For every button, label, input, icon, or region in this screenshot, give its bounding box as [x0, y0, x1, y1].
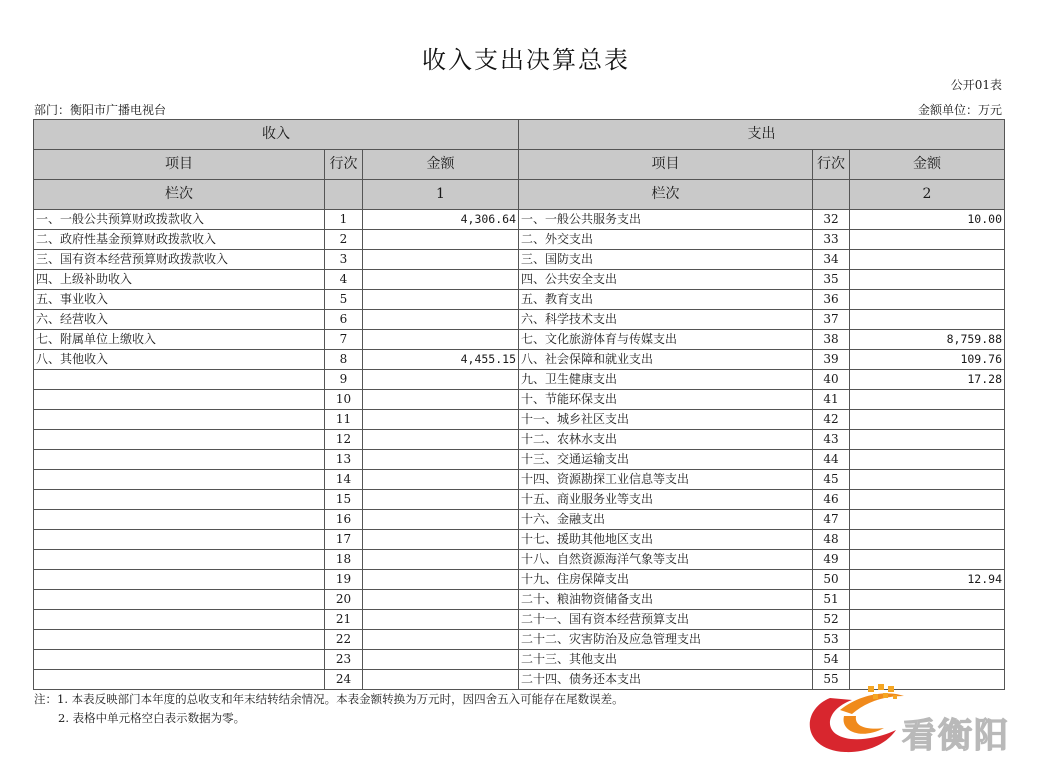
income-rowno-cell: 16 — [325, 510, 363, 530]
income-item-cell — [34, 650, 325, 670]
income-rowno-cell: 22 — [325, 630, 363, 650]
expense-item-cell: 二十二、灾害防治及应急管理支出 — [519, 630, 813, 650]
expense-column-index: 2 — [850, 180, 1005, 210]
income-item-cell — [34, 470, 325, 490]
expense-item-cell: 二十三、其他支出 — [519, 650, 813, 670]
income-rowno-cell: 10 — [325, 390, 363, 410]
income-rowno-cell: 6 — [325, 310, 363, 330]
expense-item-cell: 八、社会保障和就业支出 — [519, 350, 813, 370]
table-row — [34, 450, 1005, 470]
expense-item-cell: 十五、商业服务业等支出 — [519, 490, 813, 510]
expense-amount-cell: 17.28 — [850, 370, 1005, 390]
income-item-cell: 一、一般公共预算财政拨款收入 — [34, 210, 325, 230]
expense-amount-cell — [850, 510, 1005, 530]
table-row — [34, 350, 1005, 370]
expense-item-cell: 十六、金融支出 — [519, 510, 813, 530]
expense-item-cell: 十九、住房保障支出 — [519, 570, 813, 590]
income-rowno-cell: 20 — [325, 590, 363, 610]
income-expense-table — [33, 119, 1005, 690]
income-column-label: 栏次 — [34, 180, 325, 210]
income-item-cell — [34, 370, 325, 390]
income-rowno-cell: 24 — [325, 670, 363, 690]
income-amount-cell — [363, 610, 519, 630]
income-amount-cell — [363, 550, 519, 570]
income-rowno-cell: 1 — [325, 210, 363, 230]
income-amount-cell: 4,455.15 — [363, 350, 519, 370]
expense-amount-cell — [850, 450, 1005, 470]
income-amount-cell: 4,306.64 — [363, 210, 519, 230]
expense-item-cell: 十二、农林水支出 — [519, 430, 813, 450]
income-rowno-cell: 7 — [325, 330, 363, 350]
income-rowno-cell: 11 — [325, 410, 363, 430]
table-row — [34, 630, 1005, 650]
income-amount-cell — [363, 230, 519, 250]
expense-rowno-cell: 32 — [813, 210, 850, 230]
expense-item-header: 项目 — [519, 150, 813, 180]
expense-item-cell: 五、教育支出 — [519, 290, 813, 310]
income-item-cell: 二、政府性基金预算财政拨款收入 — [34, 230, 325, 250]
income-item-cell — [34, 570, 325, 590]
income-rowno-cell: 5 — [325, 290, 363, 310]
income-rowno-cell: 14 — [325, 470, 363, 490]
expense-rowno-cell: 43 — [813, 430, 850, 450]
income-item-cell — [34, 450, 325, 470]
income-rowno-cell: 8 — [325, 350, 363, 370]
income-item-cell: 四、上级补助收入 — [34, 270, 325, 290]
income-rowno-cell: 3 — [325, 250, 363, 270]
income-item-cell — [34, 410, 325, 430]
table-row — [34, 470, 1005, 490]
table-row — [34, 390, 1005, 410]
expense-rowno-header: 行次 — [813, 150, 850, 180]
expense-column-label: 栏次 — [519, 180, 813, 210]
table-row — [34, 310, 1005, 330]
income-item-cell — [34, 430, 325, 450]
expense-amount-cell — [850, 530, 1005, 550]
income-item-header: 项目 — [34, 150, 325, 180]
expense-item-cell: 二十、粮油物资储备支出 — [519, 590, 813, 610]
expense-rowno-cell: 40 — [813, 370, 850, 390]
table-row — [34, 590, 1005, 610]
expense-item-cell: 十四、资源勘探工业信息等支出 — [519, 470, 813, 490]
expense-item-cell: 六、科学技术支出 — [519, 310, 813, 330]
income-item-cell: 七、附属单位上缴收入 — [34, 330, 325, 350]
expense-amount-header: 金额 — [850, 150, 1005, 180]
table-notes — [34, 690, 624, 728]
income-rowno-cell: 19 — [325, 570, 363, 590]
income-rowno-header: 行次 — [325, 150, 363, 180]
page-title: 收入支出决算总表 — [422, 46, 630, 74]
expense-rowno-cell: 38 — [813, 330, 850, 350]
income-amount-cell — [363, 310, 519, 330]
expense-rowno-cell: 51 — [813, 590, 850, 610]
table-row — [34, 330, 1005, 350]
expense-rowno-cell: 39 — [813, 350, 850, 370]
header-row-columns — [34, 150, 1005, 180]
table-row — [34, 230, 1005, 250]
income-amount-header: 金额 — [363, 150, 519, 180]
expense-rowno-cell: 44 — [813, 450, 850, 470]
expense-amount-cell — [850, 250, 1005, 270]
income-item-cell — [34, 550, 325, 570]
income-amount-cell — [363, 290, 519, 310]
expense-rowno-cell: 42 — [813, 410, 850, 430]
expense-column-blank — [813, 180, 850, 210]
note-2: 2. 表格中单元格空白表示数据为零。 — [58, 711, 246, 725]
expense-rowno-cell: 33 — [813, 230, 850, 250]
expense-amount-cell — [850, 470, 1005, 490]
expense-rowno-cell: 50 — [813, 570, 850, 590]
income-section-header: 收入 — [34, 120, 519, 150]
expense-item-cell: 三、国防支出 — [519, 250, 813, 270]
income-amount-cell — [363, 650, 519, 670]
expense-rowno-cell: 34 — [813, 250, 850, 270]
expense-item-cell: 四、公共安全支出 — [519, 270, 813, 290]
expense-amount-cell — [850, 390, 1005, 410]
expense-rowno-cell: 49 — [813, 550, 850, 570]
expense-amount-cell — [850, 490, 1005, 510]
table-row — [34, 510, 1005, 530]
table-row — [34, 410, 1005, 430]
form-number: 公开01表 — [950, 78, 1002, 92]
income-amount-cell — [363, 570, 519, 590]
income-amount-cell — [363, 510, 519, 530]
income-rowno-cell: 2 — [325, 230, 363, 250]
expense-rowno-cell: 35 — [813, 270, 850, 290]
amount-unit-label: 金额单位：万元 — [917, 103, 1002, 117]
income-item-cell: 八、其他收入 — [34, 350, 325, 370]
table-row — [34, 270, 1005, 290]
income-rowno-cell: 18 — [325, 550, 363, 570]
income-item-cell: 三、国有资本经营预算财政拨款收入 — [34, 250, 325, 270]
income-column-index: 1 — [363, 180, 519, 210]
income-amount-cell — [363, 330, 519, 350]
expense-rowno-cell: 55 — [813, 670, 850, 690]
expense-amount-cell — [850, 590, 1005, 610]
income-rowno-cell: 17 — [325, 530, 363, 550]
income-amount-cell — [363, 430, 519, 450]
income-item-cell — [34, 610, 325, 630]
expense-amount-cell — [850, 310, 1005, 330]
expense-rowno-cell: 54 — [813, 650, 850, 670]
income-amount-cell — [363, 250, 519, 270]
expense-rowno-cell: 36 — [813, 290, 850, 310]
income-rowno-cell: 15 — [325, 490, 363, 510]
expense-amount-cell — [850, 230, 1005, 250]
table-row — [34, 490, 1005, 510]
table-row — [34, 610, 1005, 630]
income-item-cell — [34, 390, 325, 410]
expense-item-cell: 十三、交通运输支出 — [519, 450, 813, 470]
table-row — [34, 370, 1005, 390]
expense-amount-cell — [850, 410, 1005, 430]
income-amount-cell — [363, 410, 519, 430]
expense-amount-cell — [850, 430, 1005, 450]
expense-amount-cell — [850, 610, 1005, 630]
income-amount-cell — [363, 470, 519, 490]
expense-rowno-cell: 48 — [813, 530, 850, 550]
income-amount-cell — [363, 390, 519, 410]
expense-item-cell: 九、卫生健康支出 — [519, 370, 813, 390]
income-amount-cell — [363, 370, 519, 390]
expense-item-cell: 十、节能环保支出 — [519, 390, 813, 410]
expense-rowno-cell: 37 — [813, 310, 850, 330]
expense-amount-cell: 8,759.88 — [850, 330, 1005, 350]
expense-item-cell: 二、外交支出 — [519, 230, 813, 250]
expense-section-header: 支出 — [519, 120, 1005, 150]
income-rowno-cell: 13 — [325, 450, 363, 470]
income-column-blank — [325, 180, 363, 210]
expense-rowno-cell: 53 — [813, 630, 850, 650]
income-item-cell — [34, 670, 325, 690]
income-amount-cell — [363, 630, 519, 650]
expense-amount-cell: 10.00 — [850, 210, 1005, 230]
income-amount-cell — [363, 530, 519, 550]
expense-amount-cell: 12.94 — [850, 570, 1005, 590]
income-item-cell — [34, 530, 325, 550]
expense-item-cell: 十七、援助其他地区支出 — [519, 530, 813, 550]
income-amount-cell — [363, 450, 519, 470]
note-1: 注：1. 本表反映部门本年度的总收支和年末结转结余情况。本表金额转换为万元时，因四舍五入可能存在尾数误差。 — [34, 692, 624, 706]
expense-item-cell: 二十一、国有资本经营预算支出 — [519, 610, 813, 630]
table-row — [34, 550, 1005, 570]
expense-amount-cell — [850, 270, 1005, 290]
income-item-cell — [34, 510, 325, 530]
expense-rowno-cell: 45 — [813, 470, 850, 490]
expense-rowno-cell: 47 — [813, 510, 850, 530]
income-rowno-cell: 9 — [325, 370, 363, 390]
expense-amount-cell — [850, 290, 1005, 310]
expense-item-cell: 七、文化旅游体育与传媒支出 — [519, 330, 813, 350]
expense-amount-cell — [850, 550, 1005, 570]
table-row — [34, 430, 1005, 450]
department-label: 部门：衡阳市广播电视台 — [34, 103, 167, 117]
income-amount-cell — [363, 490, 519, 510]
income-item-cell: 五、事业收入 — [34, 290, 325, 310]
income-rowno-cell: 4 — [325, 270, 363, 290]
income-item-cell — [34, 590, 325, 610]
watermark-text: 看衡阳 — [902, 716, 1010, 756]
expense-rowno-cell: 41 — [813, 390, 850, 410]
expense-item-cell: 十一、城乡社区支出 — [519, 410, 813, 430]
table-row — [34, 210, 1005, 230]
table-row — [34, 650, 1005, 670]
header-row-sections — [34, 120, 1005, 150]
table-row — [34, 530, 1005, 550]
income-rowno-cell: 12 — [325, 430, 363, 450]
income-rowno-cell: 23 — [325, 650, 363, 670]
income-amount-cell — [363, 590, 519, 610]
income-item-cell: 六、经营收入 — [34, 310, 325, 330]
expense-item-cell: 十八、自然资源海洋气象等支出 — [519, 550, 813, 570]
income-item-cell — [34, 490, 325, 510]
table-row — [34, 250, 1005, 270]
income-amount-cell — [363, 270, 519, 290]
table-row — [34, 290, 1005, 310]
expense-amount-cell: 109.76 — [850, 350, 1005, 370]
header-row-column-index — [34, 180, 1005, 210]
income-rowno-cell: 21 — [325, 610, 363, 630]
expense-amount-cell — [850, 630, 1005, 650]
expense-item-cell: 二十四、债务还本支出 — [519, 670, 813, 690]
income-amount-cell — [363, 670, 519, 690]
expense-amount-cell — [850, 650, 1005, 670]
expense-rowno-cell: 46 — [813, 490, 850, 510]
expense-item-cell: 一、一般公共服务支出 — [519, 210, 813, 230]
expense-rowno-cell: 52 — [813, 610, 850, 630]
table-row — [34, 570, 1005, 590]
income-item-cell — [34, 630, 325, 650]
